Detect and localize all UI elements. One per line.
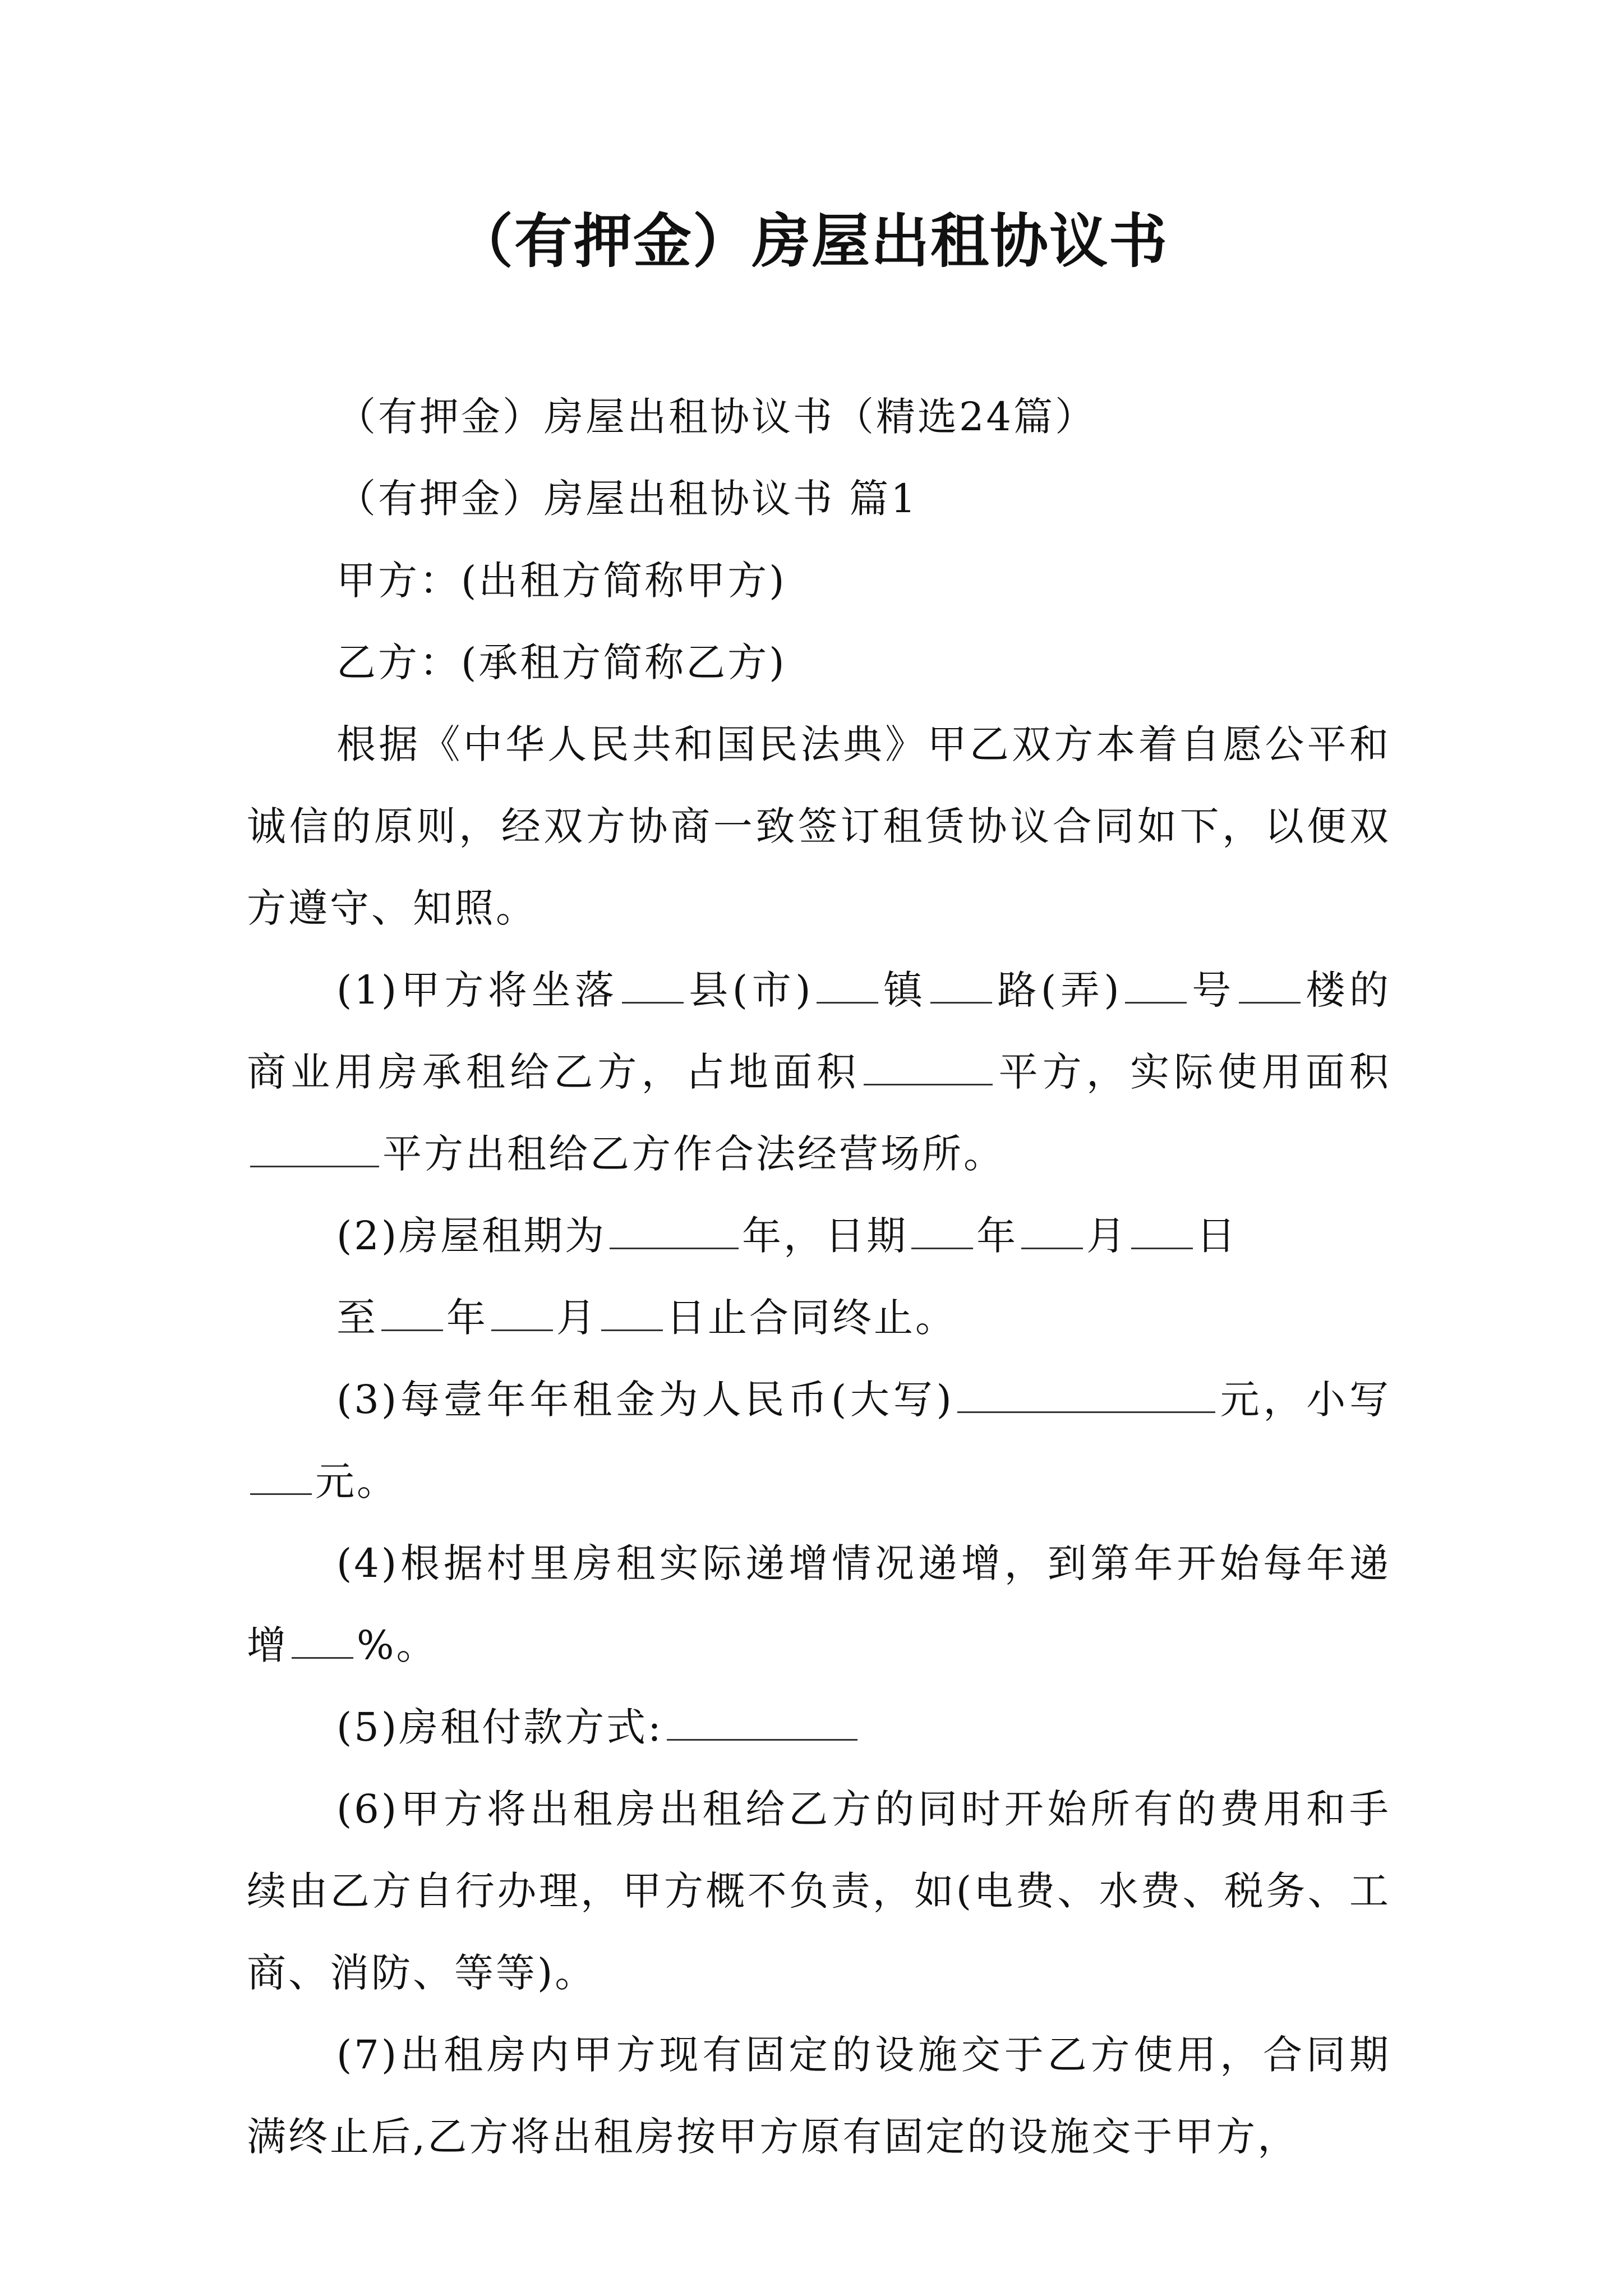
clause-2-text: 年 [446,1295,488,1341]
document-title: （有押金）房屋出租协议书 [454,206,1168,275]
clause-5 [247,1686,1391,1768]
blank-field [957,1378,1215,1413]
intro-paragraph: 根据《中华人民共和国民法典》甲乙双方本着自愿公平和诚信的原则，经双方协商一致签订租赁协议合同如下，以便双方遵守、知照。 [247,721,1391,931]
clause-1-text: 号 [1189,967,1235,1013]
clause-1-text: (1)甲方将坐落 [336,967,619,1013]
clause-1-text: 县(市) [686,967,813,1013]
subtitle: （有押金）房屋出租协议书（精选24篇） [336,394,1097,440]
blank-field [817,968,878,1004]
clause-1-text: 楼的商业用房承租给乙方，占地面积 [247,967,1391,1095]
blank-field [864,1050,993,1085]
blank-field [292,1623,353,1659]
clause-1 [247,949,1391,1195]
clause-1-text: 平方出租给乙方作合法经营场所。 [382,1131,1005,1177]
document-body [247,376,1391,2178]
blank-field [622,968,684,1004]
blank-field [1239,968,1301,1004]
blank-field [1021,1214,1083,1249]
section-heading: （有押金）房屋出租协议书 篇1 [336,476,918,522]
clause-1-text: 镇 [881,967,927,1013]
blank-field [911,1214,973,1249]
clause-3 [247,1359,1391,1522]
clause-3-text: (3)每壹年年租金为人民币(大写) [336,1377,954,1423]
blank-field [601,1296,663,1331]
clause-6: (6)甲方将出租房出租给乙方的同时开始所有的费用和手续由乙方自行办理，甲方概不负责，如(电费、水费、税务、工商、消防、等等)。 [247,1786,1391,1996]
clause-4 [247,1522,1391,1686]
clause-5-text: (5)房租付款方式: [336,1704,663,1750]
clause-1-text: 路(弄) [995,967,1122,1013]
clause-1-text: 平方，实际使用面积 [996,1049,1391,1095]
clause-2-text: 月 [556,1295,598,1341]
blank-field [1125,968,1187,1004]
blank-field [930,968,992,1004]
clause-2-continued [247,1277,1391,1359]
blank-field [250,1460,312,1495]
blank-field [381,1296,443,1331]
clause-4-text: (4)根据村里房租实际递增情况递增，到第年开始每年递增 [247,1540,1391,1668]
clause-3-text: 元。 [315,1458,398,1504]
clause-2-text: 月 [1086,1213,1128,1259]
clause-2 [247,1195,1391,1277]
clause-4-text: %。 [357,1622,438,1668]
clause-2-text: 至 [336,1295,378,1341]
clause-3-text: 元，小写 [1218,1377,1391,1423]
blank-field [491,1296,553,1331]
blank-field [250,1132,379,1167]
blank-field [667,1705,857,1741]
clause-2-text: 年 [976,1213,1018,1259]
clause-2-text: 日 [1196,1213,1238,1259]
party-a-line: 甲方：(出租方简称甲方) [336,558,787,604]
blank-field [1131,1214,1193,1249]
clause-7: (7)出租房内甲方现有固定的设施交于乙方使用，合同期满终止后,乙方将出租房按甲方原有固定的设施交于甲方， [247,2032,1391,2160]
blank-field [610,1214,739,1249]
clause-2-text: (2)房屋租期为 [336,1213,607,1259]
clause-2-text: 日止合同终止。 [666,1295,957,1341]
party-b-line: 乙方：(承租方简称乙方) [336,639,787,685]
clause-2-text: 年，日期 [742,1213,909,1259]
